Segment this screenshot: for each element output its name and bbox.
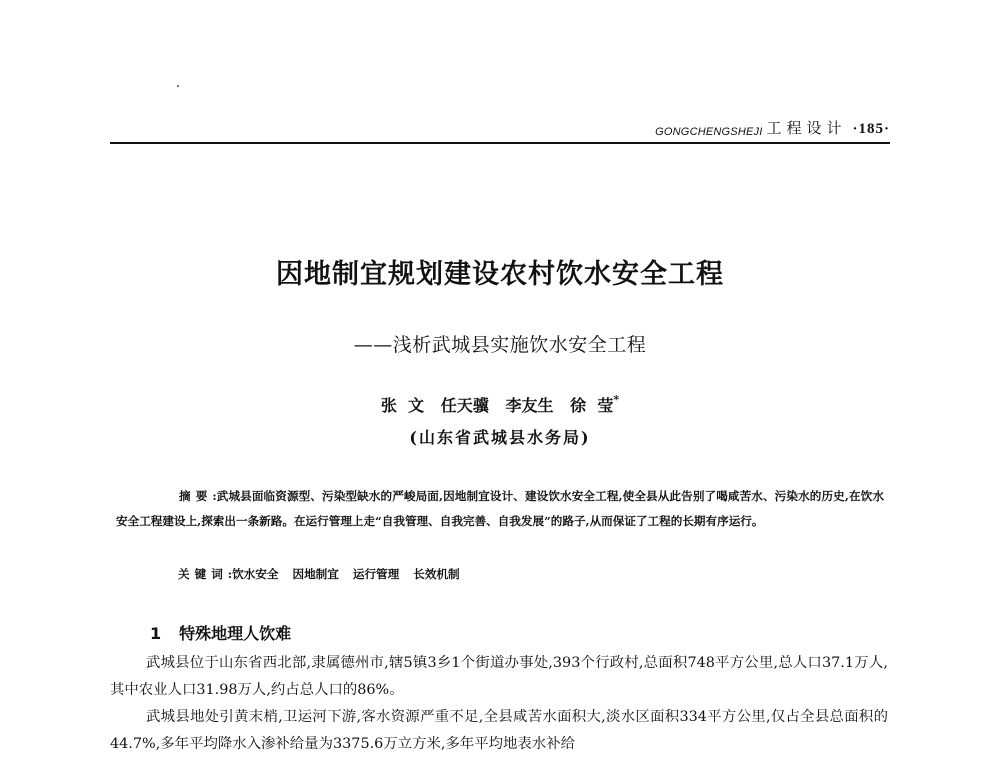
journal-pinyin: GONGCHENGSHEJI xyxy=(655,126,763,138)
abstract-label: 摘要 xyxy=(179,489,213,503)
section-title: 特殊地理人饮难 xyxy=(179,624,292,643)
section-heading xyxy=(150,621,291,644)
article-title: 因地制宜规划建设农村饮水安全工程 xyxy=(276,259,724,290)
section-number: 1 xyxy=(150,624,162,643)
keyword: 运行管理 xyxy=(352,567,400,581)
keywords xyxy=(178,566,474,582)
running-header xyxy=(600,116,890,138)
keywords-separator: : xyxy=(227,567,233,581)
page-number: ·185· xyxy=(852,121,890,137)
keyword: 饮水安全 xyxy=(232,567,279,581)
author-names: 张 文 任天骥 李友生 徐 莹 xyxy=(380,396,614,415)
article-subtitle: ——浅析武城县实施饮水安全工程 xyxy=(353,334,647,356)
keyword: 因地制宜 xyxy=(292,567,339,581)
keywords-label: 关键词 xyxy=(178,567,228,581)
author-footnote-mark: * xyxy=(613,393,620,406)
author-line xyxy=(110,393,890,416)
abstract-text: :武城县面临资源型、污染型缺水的严峻局面,因地制宜设计、建设饮水安全工程,使全县从此告别了喝咸苦水、污染水的历史,在饮水安全工程建设上,探索出一条新路。在运行管理上走“自我管理、自我完善、自我发展”的路子,从而保证了工程的长期有序运行。 xyxy=(116,489,884,528)
keyword: 长效机制 xyxy=(413,567,460,581)
body-paragraph: 武城县位于山东省西北部,隶属德州市,辖5镇3乡1个街道办事处,393个行政村,总面积748平方公里,总人口37.1万人,其中农业人口31.98万人,约占总人口的86%。 xyxy=(110,655,888,698)
abstract xyxy=(116,484,884,534)
journal-section: 工程设计 xyxy=(766,119,847,137)
section-body xyxy=(110,650,888,758)
body-paragraph: 武城县地处引黄末梢,卫运河下游,客水资源严重不足,全县咸苦水面积大,淡水区面积334平方公里,仅占全县总面积的44.7%,多年平均降水入渗补给量为3375.6万立方米,多年平均地表水补给 xyxy=(110,709,888,752)
header-rule xyxy=(110,142,890,144)
author-affiliation: (山东省武城县水务局) xyxy=(409,428,591,447)
scan-speck xyxy=(177,85,179,87)
